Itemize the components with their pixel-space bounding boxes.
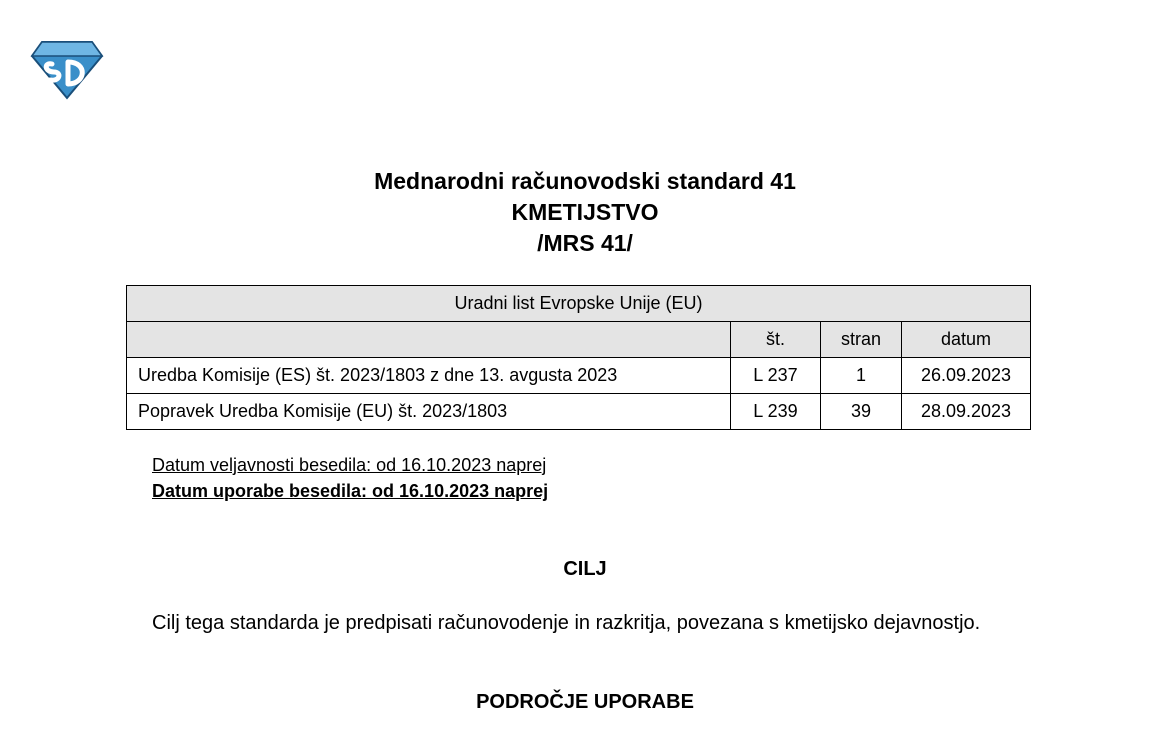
validity-date: Datum veljavnosti besedila: od 16.10.2023 naprej: [152, 455, 547, 475]
row-st: L 239: [731, 394, 821, 430]
effective-dates: [152, 452, 548, 504]
section-heading-cilj: CILJ: [563, 558, 607, 580]
table-header-row: [127, 322, 1031, 358]
title-line-2: KMETIJSTVO: [511, 199, 659, 225]
official-journal-table: [126, 285, 1031, 430]
document-title: [0, 166, 1157, 259]
section-paragraph-cilj: Cilj tega standarda je predpisati računovodenje in razkritja, povezana s kmetijsko dejavnostjo.: [152, 612, 981, 634]
row-description: Popravek Uredba Komisije (EU) št. 2023/1803: [127, 394, 731, 430]
application-date: Datum uporabe besedila: od 16.10.2023 naprej: [152, 481, 549, 501]
table-caption: Uradni list Evropske Unije (EU): [127, 286, 1031, 322]
row-stran: 1: [821, 358, 902, 394]
row-stran: 39: [821, 394, 902, 430]
header-st: št.: [731, 322, 821, 358]
table-row: [127, 358, 1031, 394]
table-row: [127, 394, 1031, 430]
row-description: Uredba Komisije (ES) št. 2023/1803 z dne 13. avgusta 2023: [127, 358, 731, 394]
row-datum: 28.09.2023: [902, 394, 1031, 430]
header-datum: datum: [902, 322, 1031, 358]
sd-diamond-logo-icon: [30, 40, 104, 100]
section-heading-podrocje: PODROČJE UPORABE: [476, 691, 694, 713]
title-line-3: /MRS 41/: [537, 230, 633, 256]
title-line-1: Mednarodni računovodski standard 41: [374, 168, 796, 194]
header-blank: [127, 322, 731, 358]
row-st: L 237: [731, 358, 821, 394]
row-datum: 26.09.2023: [902, 358, 1031, 394]
table-caption-row: [127, 286, 1031, 322]
header-stran: stran: [821, 322, 902, 358]
